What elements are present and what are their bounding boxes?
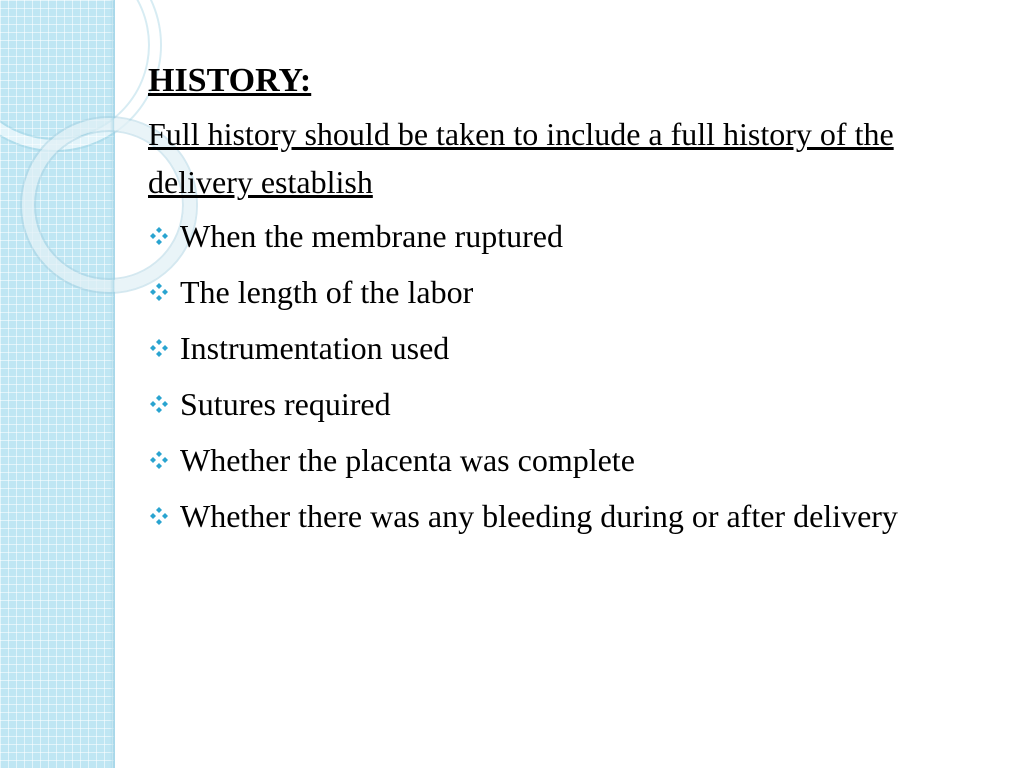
bullet-text: Instrumentation used — [180, 330, 450, 366]
bullet-item — [148, 268, 988, 316]
diamond-bullet-icon — [148, 380, 180, 428]
slide-content — [148, 56, 988, 548]
bullet-item — [148, 324, 988, 372]
decorative-ring-top — [0, 0, 160, 150]
bullet-list — [148, 212, 988, 540]
bullet-item — [148, 492, 988, 540]
intro-paragraph: Full history should be taken to include a full history of the delivery establish — [148, 116, 894, 200]
decorative-side-band — [0, 0, 115, 768]
diamond-bullet-icon — [148, 492, 180, 540]
bullet-item — [148, 436, 988, 484]
diamond-bullet-icon — [148, 324, 180, 372]
diamond-bullet-icon — [148, 212, 180, 260]
diamond-bullet-icon — [148, 268, 180, 316]
bullet-item — [148, 212, 988, 260]
bullet-text: When the membrane ruptured — [180, 218, 563, 254]
diamond-bullet-icon — [148, 436, 180, 484]
bullet-text: The length of the labor — [180, 274, 474, 310]
bullet-text: Whether there was any bleeding during or after delivery — [180, 498, 898, 534]
bullet-text: Whether the placenta was complete — [180, 442, 635, 478]
slide-heading: HISTORY: — [148, 62, 312, 99]
bullet-item — [148, 380, 988, 428]
bullet-text: Sutures required — [180, 386, 391, 422]
